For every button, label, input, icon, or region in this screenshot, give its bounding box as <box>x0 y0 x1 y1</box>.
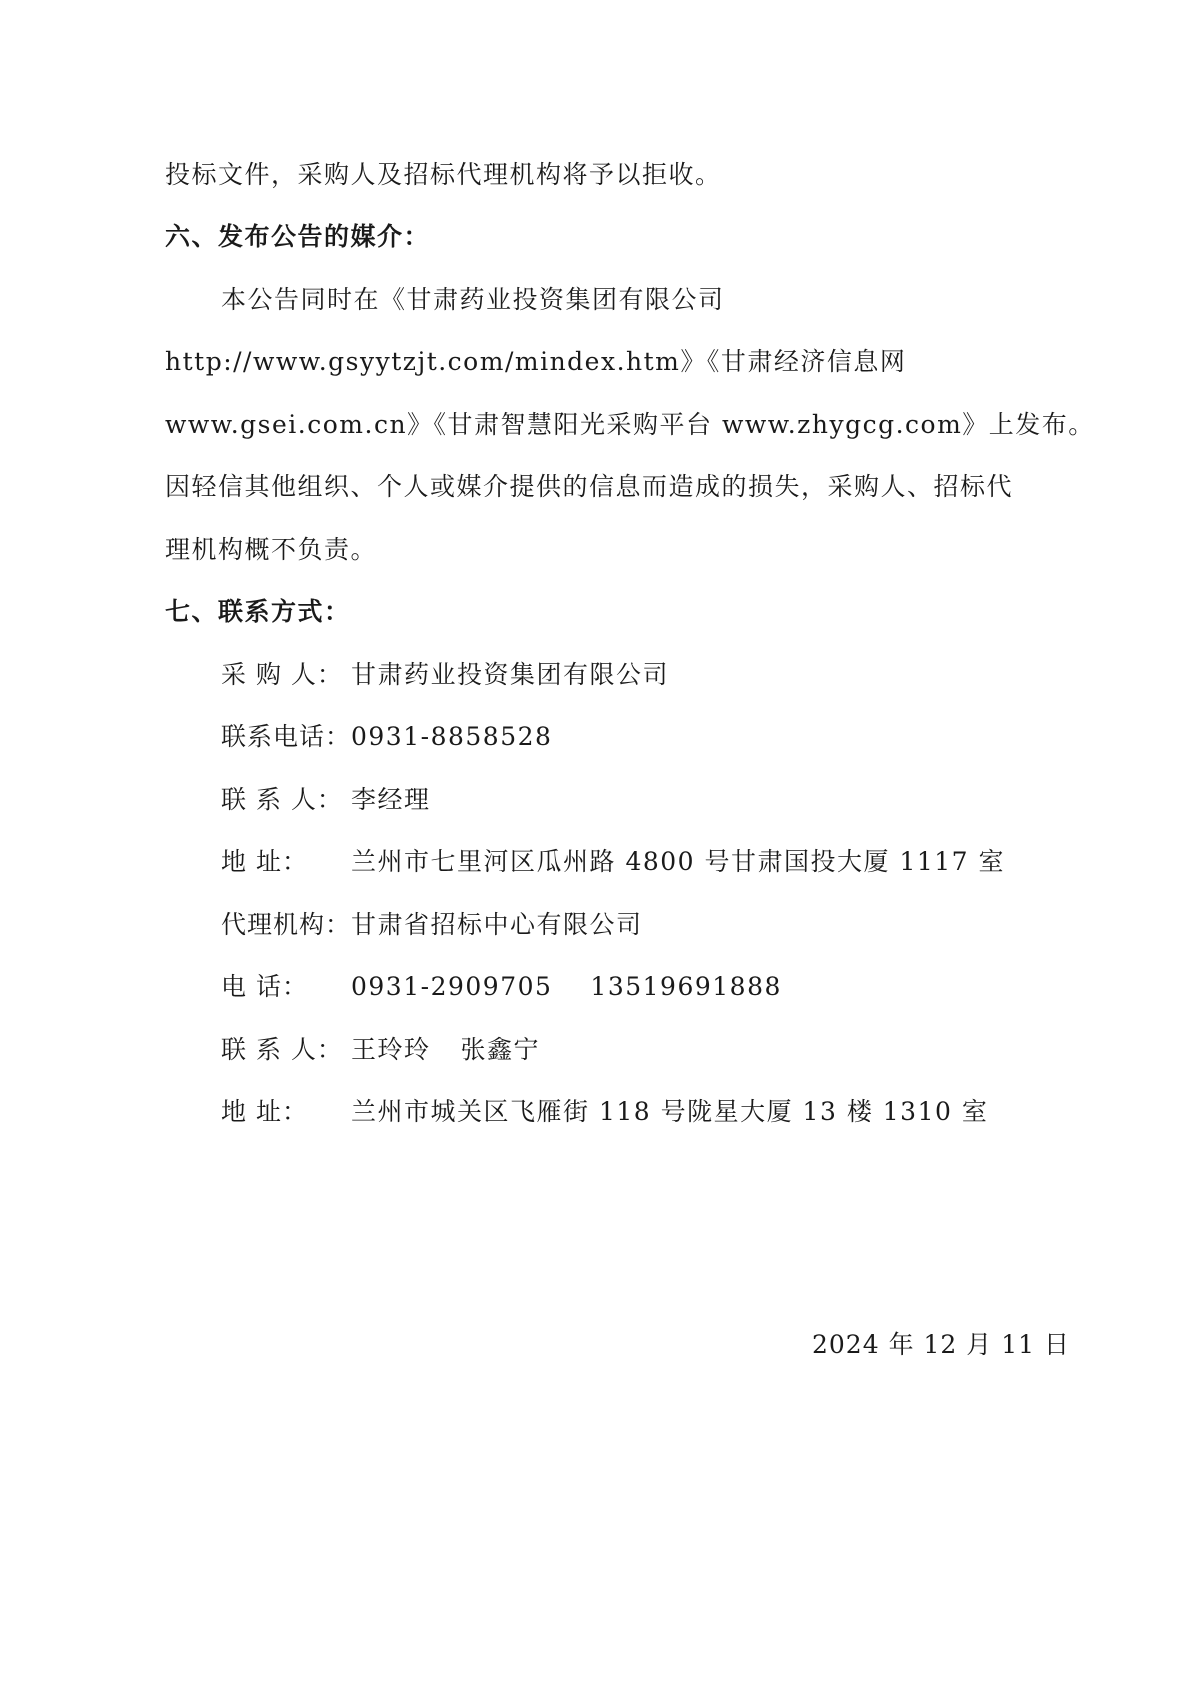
contact-purchaser <box>221 659 669 691</box>
document-date: 2024 年 12 月 11 日 <box>812 1330 1070 1359</box>
section-7-heading: 七、联系方式： <box>165 597 351 626</box>
contact-value: 兰州市城关区飞雁街 118 号陇星大厦 13 楼 1310 室 <box>351 1097 989 1126</box>
contact-agency <box>221 909 643 941</box>
contact-value: 0931-2909705 <box>351 972 553 1001</box>
section-6-line-2: http://www.gsyytzjt.com/mindex.htm》《甘肃经济信息网 <box>165 347 907 376</box>
contact-value-2: 13519691888 <box>590 972 782 1001</box>
section-6-line-3: www.gsei.com.cn》《甘肃智慧阳光采购平台 www.zhygcg.com》上发布。 <box>165 410 1095 439</box>
contact-label: 地 址： <box>221 1097 308 1126</box>
contact-value-2: 张鑫宁 <box>460 1035 541 1064</box>
section-6-line-4: 因轻信其他组织、个人或媒介提供的信息而造成的损失，采购人、招标代 <box>165 472 1014 501</box>
contact-label: 电 话： <box>221 972 308 1001</box>
section-6-line-5: 理机构概不负责。 <box>165 535 378 564</box>
contact-label: 联系电话： <box>221 722 352 751</box>
contact-agency-phone <box>221 971 782 1003</box>
contact-address <box>221 846 1005 878</box>
contact-value: 甘肃药业投资集团有限公司 <box>351 660 670 689</box>
contact-agency-address <box>221 1096 988 1128</box>
section-6-line-1: 本公告同时在《甘肃药业投资集团有限公司 <box>221 285 725 314</box>
contact-label: 联 系 人： <box>221 785 343 814</box>
contact-agency-person <box>221 1034 540 1066</box>
paragraph-tail: 投标文件，采购人及招标代理机构将予以拒收。 <box>165 160 722 189</box>
contact-label: 采 购 人： <box>221 660 343 689</box>
contact-value: 王玲玲 <box>351 1035 431 1064</box>
contact-label: 联 系 人： <box>221 1035 343 1064</box>
contact-person <box>221 784 431 816</box>
contact-value: 0931-8858528 <box>351 722 553 751</box>
contact-value: 李经理 <box>351 785 431 814</box>
contact-phone <box>221 721 552 753</box>
contact-label: 代理机构： <box>221 910 352 939</box>
section-6-heading: 六、发布公告的媒介： <box>165 222 431 251</box>
contact-value: 兰州市七里河区瓜州路 4800 号甘肃国投大厦 1117 室 <box>351 847 1006 876</box>
contact-value: 甘肃省招标中心有限公司 <box>351 910 643 939</box>
contact-label: 地 址： <box>221 847 308 876</box>
